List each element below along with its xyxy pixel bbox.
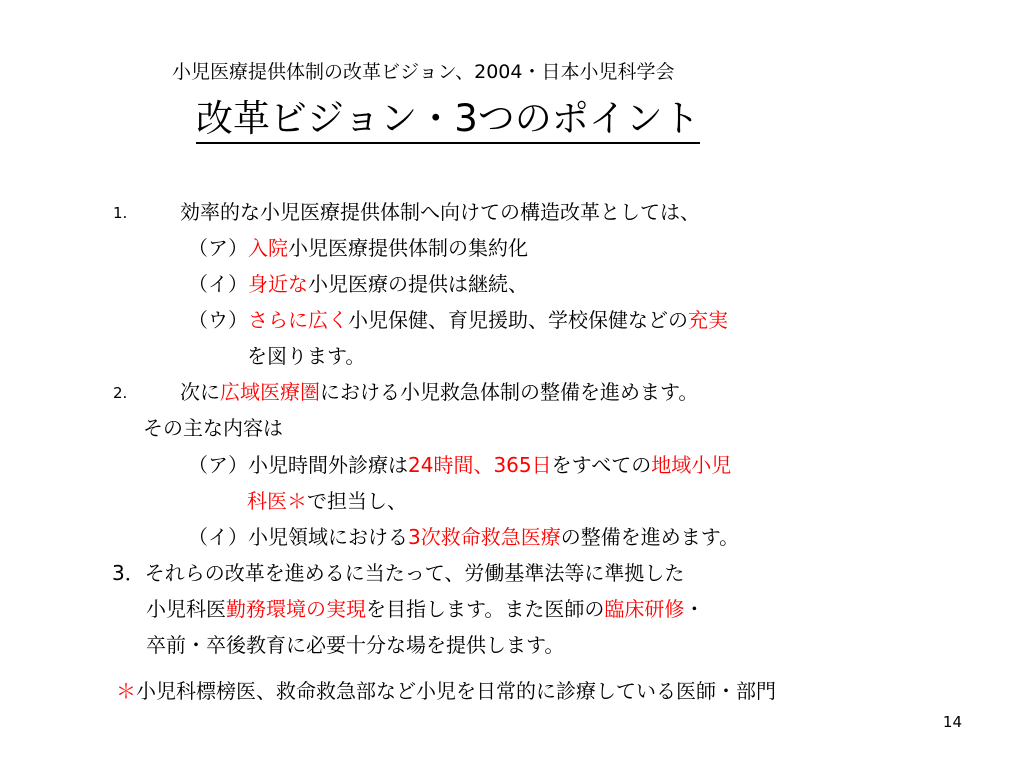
item-text: で担当し、 — [307, 489, 407, 513]
text-segment: 次に — [180, 380, 220, 404]
highlight-text: 科医＊ — [247, 489, 307, 513]
highlight-text: 入院 — [248, 236, 288, 260]
item-prefix: （ウ） — [188, 308, 248, 332]
highlight-text: 3次救命救急医療 — [408, 525, 561, 549]
point-2-text — [180, 378, 698, 406]
point-3-line-3: 卒前・卒後教育に必要十分な場を提供します。 — [146, 633, 565, 657]
point-1-item-u-continued: を図ります。 — [247, 344, 366, 368]
text-segment: における小児救急体制の整備を進めます。 — [320, 380, 699, 404]
highlight-text: 地域小児 — [651, 453, 732, 477]
point-2-number: 2. — [113, 384, 128, 402]
point-3-line-1: 3．それらの改革を進めるに当たって、労働基準法等に準拠した — [112, 561, 685, 585]
point-2-subheading: その主な内容は — [143, 416, 283, 440]
point-1-item-i — [188, 270, 528, 298]
point-1-item-a — [188, 234, 528, 262]
slide-subtitle: 小児医療提供体制の改革ビジョン、2004・日本小児科学会 — [172, 61, 675, 83]
item-prefix: （イ）小児領域における — [188, 525, 408, 549]
highlight-text: 身近な — [248, 272, 308, 296]
item-text: 小児保健、育児援助、学校保健などの — [348, 308, 688, 332]
item-text: の整備を進めます。 — [560, 525, 740, 549]
slide-title: 改革ビジョン・3つのポイント — [196, 96, 700, 144]
text-segment: ・ — [684, 597, 705, 621]
footnote-text: 小児科標榜医、救命救急部など小児を日常的に診療している医師・部門 — [136, 679, 776, 703]
item-prefix: （ア）小児時間外診療は — [188, 453, 408, 477]
highlight-text: 広域医療圏 — [220, 380, 320, 404]
point-2-item-i — [188, 523, 739, 551]
point-1-number: 1. — [113, 204, 128, 222]
item-prefix: （ア） — [188, 236, 248, 260]
highlight-text: 勤務環境の実現 — [226, 597, 366, 621]
point-2-item-a — [188, 451, 731, 479]
point-2-item-a-continued — [247, 487, 407, 515]
item-text: 小児医療の提供は継続、 — [308, 272, 528, 296]
text-segment: を目指します。また医師の — [366, 597, 605, 621]
footnote — [116, 677, 776, 705]
point-1-text: 効率的な小児医療提供体制へ向けての構造改革としては、 — [180, 200, 700, 224]
item-prefix: （イ） — [188, 272, 248, 296]
item-text: をすべての — [551, 453, 652, 477]
highlight-text: 充実 — [688, 308, 728, 332]
highlight-text: さらに広く — [248, 308, 348, 332]
footnote-mark: ＊ — [116, 679, 136, 703]
highlight-text: 24時間、365日 — [408, 453, 552, 477]
point-1-item-u — [188, 306, 728, 334]
text-segment: 小児科医 — [146, 597, 226, 621]
highlight-text: 臨床研修 — [604, 597, 685, 621]
item-text: 小児医療提供体制の集約化 — [288, 236, 528, 260]
page-number: 14 — [942, 713, 962, 731]
point-3-line-2 — [146, 595, 704, 623]
